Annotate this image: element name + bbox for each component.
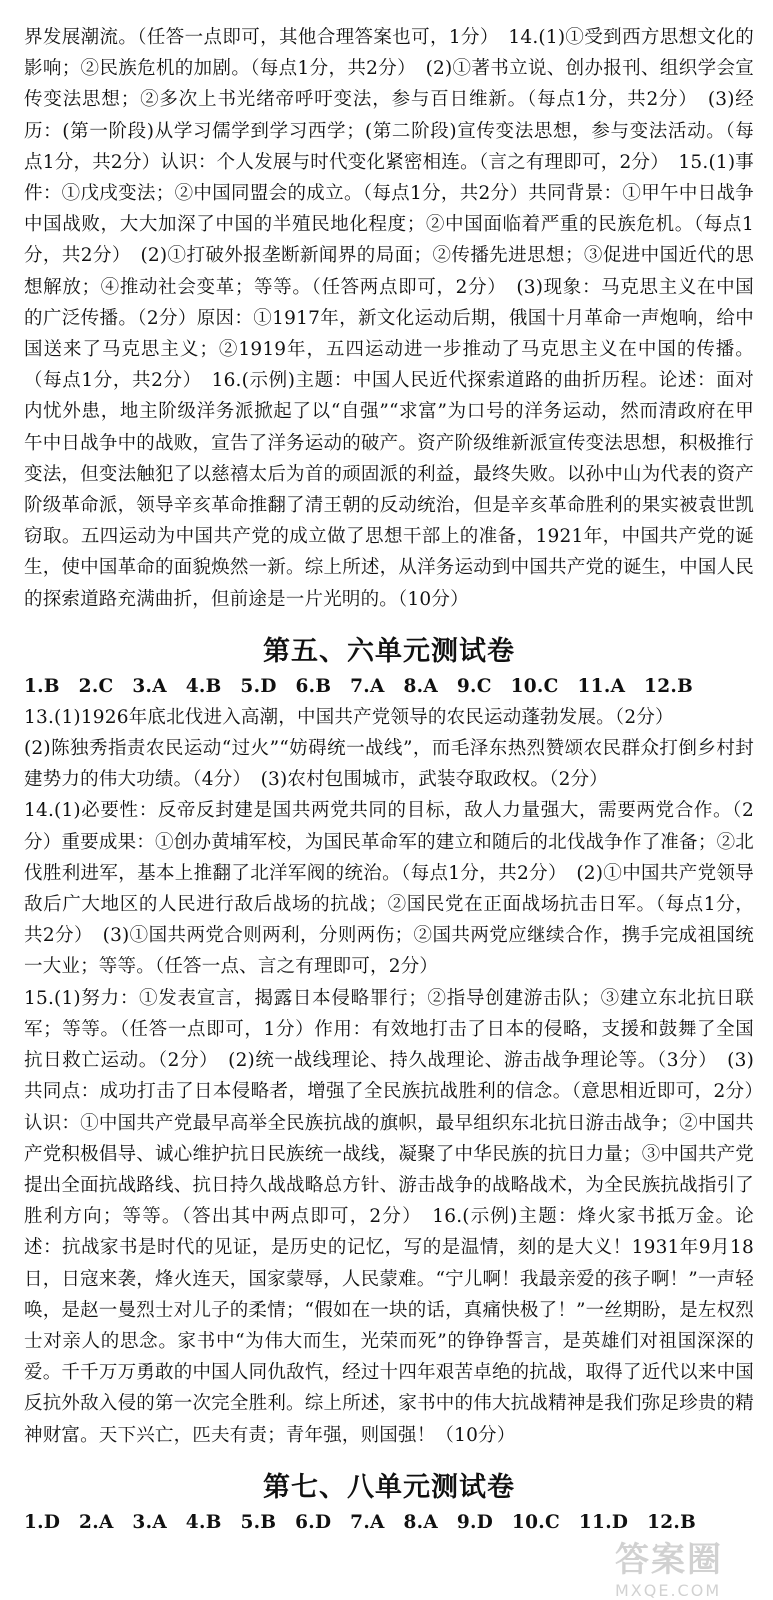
watermark-logo <box>615 1532 765 1600</box>
section-title-units-7-8: 第七、八单元测试卷 <box>263 1471 515 1503</box>
choice-answers-units-7-8: 1.D 2.A 3.A 4.B 5.B 6.D 7.A 8.A 9.D 10.C 11.D 12.B <box>24 1511 697 1533</box>
question-15-16-answer: 15.(1)努力：①发表宣言，揭露日本侵略罪行；②指导创建游击队；③建立东北抗日联军；等等。（任答一点即可，1分）作用：有效地打击了日本的侵略，支援和鼓舞了全国抗日救亡运动。（2分） (2)统一战线理论、持久战理论、游击战争理论等。（3分） (3)共同点：成功打击了日本侵略者，增强了全民族抗战胜利的信念。（意思相近即可，2分）认识：①中国共产党最早高举全民族抗战的旗帜，最早组织东北抗日游击战争；②中国共产党积极倡导、诚心维护抗日民族统一战线，凝聚了中华民族的抗日力量；③中国共产党提出全面抗战路线、抗日持久战战略总方针、游击战争的战略战术，为全民族抗战指引了胜利方向；等等。（答出其中两点即可，2分） 16.(示例)主题：烽火家书抵万金。论述：抗战家书是时代的见证，是历史的记忆，写的是温情，刻的是大义！1931年9月18日，日寇来袭，烽火连天，国家蒙辱，人民蒙难。“宁儿啊！我最亲爱的孩子啊！”一声轻唤，是赵一曼烈士对儿子的柔情；“假如在一块的话，真痛快极了！”一丝期盼，是左权烈士对亲人的思念。家书中“为伟大而生，光荣而死”的铮铮誓言，是英雄们对祖国深深的爱。千千万万勇敢的中国人同仇敌忾，经过十四年艰苦卓绝的抗战，取得了近代以来中国反抗外敌入侵的第一次完全胜利。综上所述，家书中的伟大抗战精神是我们弥足珍贵的精神财富。天下兴亡，匹夫有责；青年强，则国强！（10分） <box>24 987 754 1446</box>
question-13-answer: 13.(1)1926年底北伐进入高潮，中国共产党领导的农民运动蓬勃发展。（2分） <box>24 706 674 728</box>
question-14-answer: 14.(1)必要性：反帝反封建是国共两党共同的目标，敌人力量强大，需要两党合作。（2分）重要成果：①创办黄埔军校，为国民革命军的建立和随后的北伐战争作了准备；②北伐胜利进军，基本上推翻了北洋军阀的统治。（每点1分，共2分） (2)①中国共产党领导敌后广大地区的人民进行敌后战场的抗战；②国民党在正面战场抗击日军。（每点1分，共2分） (3)①国共两党合则两利，分则两伤；②国共两党应继续合作，携手完成祖国统一大业；等等。（任答一点、言之有理即可，2分） <box>24 800 754 978</box>
question-13-answer-cont: (2)陈独秀指责农民运动“过火”“妨碍统一战线”，而毛泽东热烈赞颂农民群众打倒乡村封建势力的伟大功绩。（4分） (3)农村包围城市，武装夺取政权。（2分） <box>24 738 754 791</box>
answer-text-block: 界发展潮流。（任答一点即可，其他合理答案也可，1分） 14.(1)①受到西方思想文化的影响；②民族危机的加剧。（每点1分，共2分） (2)①著书立说、创办报刊、组织学会宣传变法思想；②多次上书光绪帝呼吁变法，参与百日维新。（每点1分，共2分） (3)经历：(第一阶段)从学习儒学到学习西学；(第二阶段)宣传变法思想，参与变法活动。（每点1分，共2分）认识：个人发展与时代变化紧密相连。（言之有理即可，2分） 15.(1)事件：①戊戌变法；②中国同盟会的成立。（每点1分，共2分）共同背景：①甲午中日战争中国战败，大大加深了中国的半殖民地化程度；②中国面临着严重的民族危机。（每点1分，共2分） (2)①打破外报垄断新闻界的局面；②传播先进思想；③促进中国近代的思想解放；④推动社会变革；等等。（任答两点即可，2分） (3)现象：马克思主义在中国的广泛传播。（2分）原因：①1917年，新文化运动后期，俄国十月革命一声炮响，给中国送来了马克思主义；②1919年，五四运动进一步推动了马克思主义在中国的传播。（每点1分，共2分） 16.(示例)主题：中国人民近代探索道路的曲折历程。论述：面对内忧外患，地主阶级洋务派掀起了以“自强”“求富”为口号的洋务运动，然而清政府在甲午中日战争中的战败，宣告了洋务运动的破产。资产阶级维新派宣传变法思想，积极推行变法，但变法触犯了以慈禧太后为首的顽固派的利益，最终失败。以孙中山为代表的资产阶级革命派，领导辛亥革命推翻了清王朝的反动统治，但是辛亥革命胜利的果实被袁世凯窃取。五四运动为中国共产党的成立做了思想干部上的准备，1921年，中国共产党的诞生，使中国革命的面貌焕然一新。综上所述，从洋务运动到中国共产党的诞生，中国人民的探索道路充满曲折，但前途是一片光明的。（10分） <box>24 27 754 610</box>
answer-key-page <box>24 22 754 1538</box>
watermark-url: MXQE.COM <box>615 1581 722 1600</box>
choice-answers-units-5-6: 1.B 2.C 3.A 4.B 5.D 6.B 7.A 8.A 9.C 10.C 11.A 12.B <box>24 675 694 697</box>
watermark-logo-text: 答案圈 <box>615 1540 723 1580</box>
section-title-units-5-6: 第五、六单元测试卷 <box>263 635 515 667</box>
